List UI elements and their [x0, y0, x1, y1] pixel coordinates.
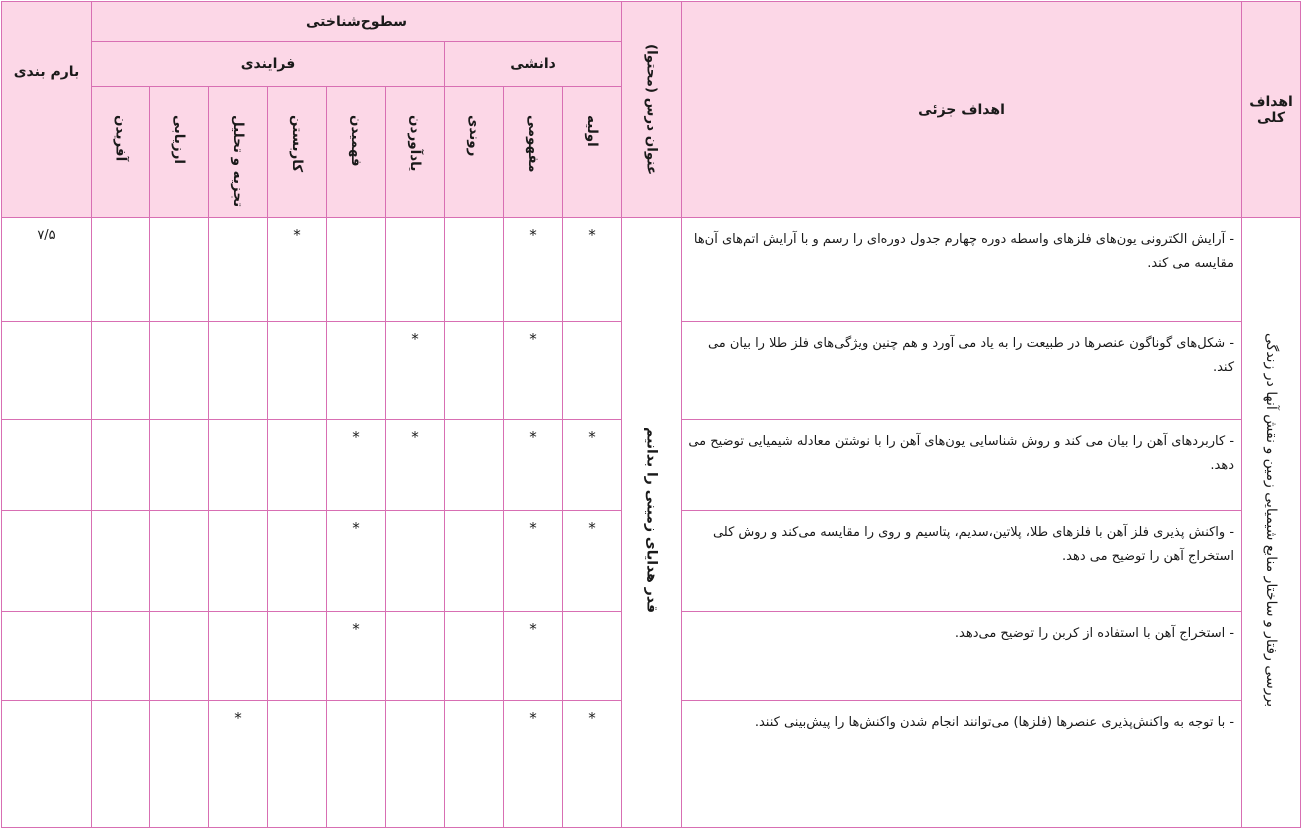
lesson-title-text: قدر هدایای زمینی را بدانیم	[643, 427, 660, 614]
score-cell	[2, 612, 92, 701]
header-conceptual	[504, 87, 563, 218]
objective-cell: - آرایش الکترونی یون‌های فلزهای واسطه دوره چهارم جدول دوره‌ای را رسم و با آرایش اتم‌های آن‌ها مقایسه می کند.	[682, 218, 1242, 322]
mark-cell-applying	[268, 322, 327, 420]
header-remembering	[386, 87, 445, 218]
mark-cell-remembering	[386, 612, 445, 701]
mark-cell-conceptual: *	[504, 218, 563, 322]
mark-cell-basic: *	[563, 218, 622, 322]
mark-cell-evaluating	[150, 701, 209, 828]
header-scoring: بارم بندی	[2, 2, 92, 218]
header-applying	[268, 87, 327, 218]
mark-cell-creating	[92, 701, 150, 828]
mark-cell-analyzing: *	[209, 701, 268, 828]
mark-cell-procedural	[445, 322, 504, 420]
header-analyzing	[209, 87, 268, 218]
mark-cell-basic	[563, 612, 622, 701]
mark-cell-remembering	[386, 218, 445, 322]
score-cell	[2, 322, 92, 420]
mark-cell-evaluating	[150, 612, 209, 701]
mark-cell-remembering	[386, 511, 445, 612]
mark-cell-basic: *	[563, 701, 622, 828]
mark-cell-applying	[268, 612, 327, 701]
mark-cell-procedural	[445, 218, 504, 322]
header-lesson-title-label: عنوان درس (محتوا)	[643, 43, 660, 176]
header-evaluating	[150, 87, 209, 218]
mark-cell-applying	[268, 701, 327, 828]
objective-cell: - شکل‌های گوناگون عنصرها در طبیعت را به یاد می آورد و هم چنین ویژگی‌های فلز طلا را بیان می کند.	[682, 322, 1242, 420]
general-goal-text: بررسی رفتار و ساختار منابع شیمیایی زمین و نقش آنها در زندگی	[1263, 333, 1280, 708]
score-cell	[2, 511, 92, 612]
mark-cell-basic: *	[563, 420, 622, 511]
mark-cell-remembering: *	[386, 322, 445, 420]
header-basic	[563, 87, 622, 218]
objective-cell: - استخراج آهن با استفاده از کربن را توضیح می‌دهد.	[682, 612, 1242, 701]
score-cell: ۷/۵	[2, 218, 92, 322]
mark-cell-applying: *	[268, 218, 327, 322]
header-knowledge: دانشی	[445, 42, 622, 87]
table-row	[2, 218, 1301, 322]
mark-cell-remembering	[386, 701, 445, 828]
header-procedural-label: روندی	[466, 115, 483, 157]
mark-cell-understanding: *	[327, 420, 386, 511]
mark-cell-creating	[92, 420, 150, 511]
header-creating-label: آفریدن	[112, 115, 129, 162]
header-analyzing-label: تجزیه و تحلیل	[230, 115, 247, 208]
mark-cell-basic	[563, 322, 622, 420]
header-partial-goals: اهداف جزئی	[682, 2, 1242, 218]
mark-cell-evaluating	[150, 322, 209, 420]
mark-cell-conceptual: *	[504, 511, 563, 612]
mark-cell-creating	[92, 218, 150, 322]
header-creating	[92, 87, 150, 218]
score-cell	[2, 701, 92, 828]
mark-cell-evaluating	[150, 420, 209, 511]
header-basic-label: اولیه	[584, 115, 601, 147]
objective-cell: - با توجه به واکنش‌پذیری عنصرها (فلزها) می‌توانند انجام شدن واکنش‌ها را پیش‌بینی کنند.	[682, 701, 1242, 828]
header-conceptual-label: مفهومی	[525, 115, 542, 173]
mark-cell-understanding: *	[327, 612, 386, 701]
mark-cell-procedural	[445, 612, 504, 701]
mark-cell-conceptual: *	[504, 701, 563, 828]
mark-cell-analyzing	[209, 322, 268, 420]
evaluation-table	[1, 1, 1301, 828]
lesson-title-cell	[622, 218, 682, 828]
mark-cell-creating	[92, 612, 150, 701]
header-procedural	[445, 87, 504, 218]
objective-cell: - واکنش پذیری فلز آهن با فلزهای طلا، پلاتین،سدیم، پتاسیم و روی را مقایسه می‌کند و روش کلی استخراج آهن را توضیح می دهد.	[682, 511, 1242, 612]
header-understanding-label: فهمیدن	[348, 115, 365, 167]
mark-cell-creating	[92, 322, 150, 420]
mark-cell-evaluating	[150, 511, 209, 612]
mark-cell-understanding	[327, 218, 386, 322]
mark-cell-conceptual: *	[504, 420, 563, 511]
mark-cell-creating	[92, 511, 150, 612]
header-cognitive-levels: سطوح‌شناختی	[92, 2, 622, 42]
mark-cell-procedural	[445, 420, 504, 511]
mark-cell-evaluating	[150, 218, 209, 322]
mark-cell-understanding	[327, 322, 386, 420]
header-remembering-label: یادآوردن	[407, 115, 424, 172]
mark-cell-analyzing	[209, 511, 268, 612]
mark-cell-analyzing	[209, 420, 268, 511]
header-general-goals: اهداف کلی	[1242, 2, 1301, 218]
mark-cell-applying	[268, 420, 327, 511]
mark-cell-applying	[268, 511, 327, 612]
score-cell	[2, 420, 92, 511]
header-applying-label: کاربستن	[289, 115, 306, 173]
mark-cell-analyzing	[209, 612, 268, 701]
general-goal-cell	[1242, 218, 1301, 828]
mark-cell-understanding	[327, 701, 386, 828]
mark-cell-analyzing	[209, 218, 268, 322]
mark-cell-basic: *	[563, 511, 622, 612]
mark-cell-procedural	[445, 701, 504, 828]
mark-cell-remembering: *	[386, 420, 445, 511]
mark-cell-conceptual: *	[504, 322, 563, 420]
mark-cell-procedural	[445, 511, 504, 612]
header-process: فرایندی	[92, 42, 445, 87]
mark-cell-understanding: *	[327, 511, 386, 612]
header-understanding	[327, 87, 386, 218]
header-evaluating-label: ارزیابی	[171, 115, 188, 165]
mark-cell-conceptual: *	[504, 612, 563, 701]
objective-cell: - کاربردهای آهن را بیان می کند و روش شناسایی یون‌های آهن را با نوشتن معادله شیمیایی توضیح می دهد.	[682, 420, 1242, 511]
header-lesson-title	[622, 2, 682, 218]
